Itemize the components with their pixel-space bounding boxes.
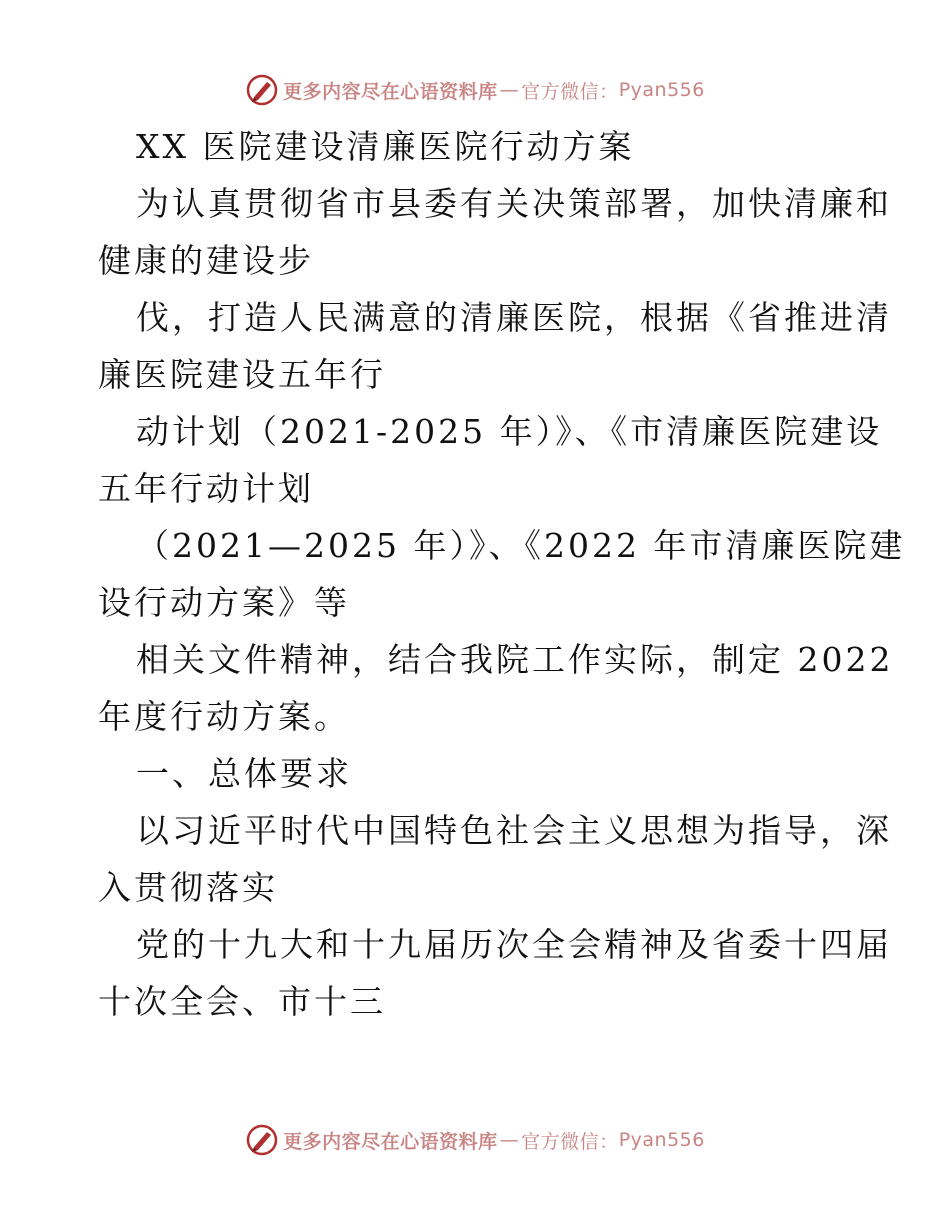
watermark-contact-id: Pyan556: [618, 79, 705, 101]
section-heading: 一、总体要求: [136, 754, 352, 793]
paragraph-line: 年度行动方案。: [98, 697, 350, 736]
watermark-contact-label: 官方微信：: [521, 80, 619, 103]
watermark-separator: —: [499, 79, 520, 101]
watermark-contact-label: 官方微信：: [521, 1130, 619, 1153]
paragraph-line: 伐，打造人民满意的清廉医院，根据《省推进清: [136, 298, 892, 337]
paragraph-line: 为认真贯彻省市县委有关决策部署，加快清廉和: [136, 184, 892, 223]
header-watermark: [0, 70, 950, 110]
paragraph-line: （2021—2025 年）》、《2022 年市清廉医院建: [136, 526, 906, 565]
paragraph-line: 健康的建设步: [98, 241, 314, 280]
paragraph-line: 相关文件精神，结合我院工作实际，制定 2022: [136, 640, 894, 679]
paragraph-line: 动计划（2021-2025 年）》、《市清廉医院建设: [136, 412, 883, 451]
paragraph-line: 设行动方案》等: [98, 583, 350, 622]
paragraph-line: 党的十九大和十九届历次全会精神及省委十四届: [136, 925, 892, 964]
watermark-separator: —: [499, 1129, 520, 1151]
pen-logo-icon: [245, 73, 279, 107]
footer-watermark: [0, 1120, 950, 1160]
paragraph-line: 五年行动计划: [98, 469, 314, 508]
document-title: XX 医院建设清廉医院行动方案: [136, 127, 635, 166]
watermark-text: 更多内容尽在心语资料库: [283, 1130, 498, 1153]
document-body: [98, 118, 906, 1030]
paragraph-line: 十次全会、市十三: [98, 982, 386, 1021]
paragraph-line: 以习近平时代中国特色社会主义思想为指导，深: [136, 811, 892, 850]
watermark-contact-id: Pyan556: [618, 1129, 705, 1151]
paragraph-line: 入贯彻落实: [98, 868, 278, 907]
pen-logo-icon: [245, 1123, 279, 1157]
watermark-text: 更多内容尽在心语资料库: [283, 80, 498, 103]
paragraph-line: 廉医院建设五年行: [98, 355, 386, 394]
